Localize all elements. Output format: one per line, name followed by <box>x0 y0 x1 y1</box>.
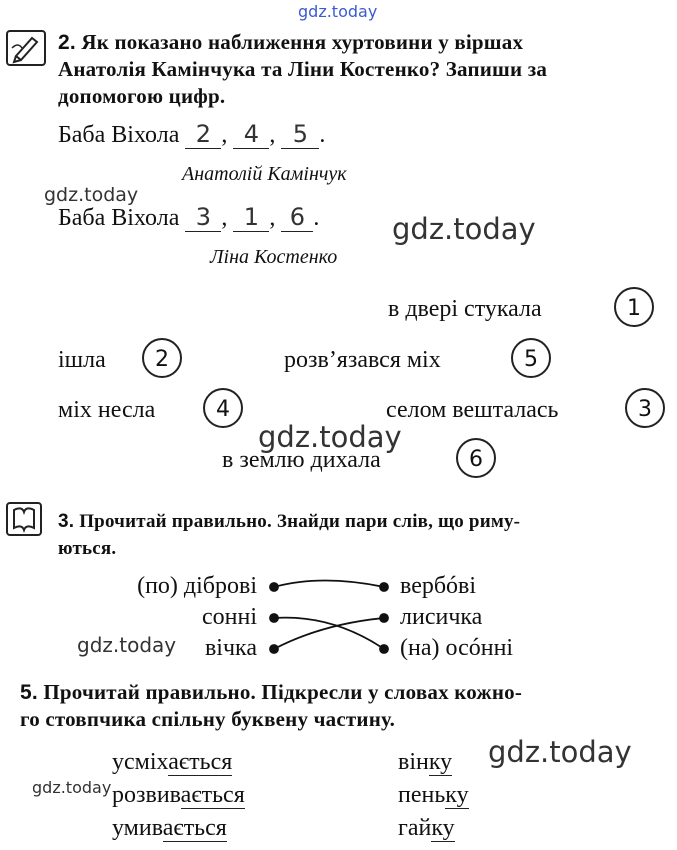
word-col2 <box>398 781 469 809</box>
word-col1 <box>112 781 245 809</box>
item-text: селом вешталась <box>386 397 559 423</box>
answer-field[interactable]: 5 <box>281 120 319 149</box>
answer-field[interactable]: 1 <box>233 203 269 232</box>
watermark: gdz.today <box>32 778 112 797</box>
item-text: ішла <box>58 347 106 373</box>
right-word: лисичка <box>400 604 483 630</box>
word-col1 <box>112 814 227 842</box>
task2-row1: Баба Віхола 2 , 4 , 5 . <box>58 120 326 148</box>
item-text: в двері стукала <box>388 296 542 322</box>
watermark: gdz.today <box>298 2 378 21</box>
answer-field[interactable]: 2 <box>185 120 221 149</box>
word-part: умив <box>112 815 163 841</box>
item-text: в землю дихала <box>222 447 381 473</box>
item-number-circle: 2 <box>142 338 182 378</box>
task2-title-line1: Як показано наближення хуртовини у віршах <box>81 30 524 54</box>
word-col1 <box>112 748 232 776</box>
word-part: він <box>398 749 429 775</box>
watermark: gdz.today <box>44 184 139 206</box>
task2-number: 2. <box>58 31 76 54</box>
word-part: усміх <box>112 749 169 775</box>
task5-title-line1: Прочитай правильно. Підкресли у словах кожно- <box>43 680 523 704</box>
task3-number: 3. <box>58 511 75 532</box>
item-number-circle: 3 <box>625 388 665 428</box>
task3-title-line1: Прочитай правильно. Знайди пари слів, що риму- <box>79 511 521 532</box>
book-icon <box>6 502 42 536</box>
answer-field[interactable]: 6 <box>281 203 313 232</box>
watermark: gdz.today <box>392 212 536 246</box>
author1: Анатолій Камінчук <box>182 163 347 185</box>
matching-lines <box>262 570 402 670</box>
word-part: пень <box>398 782 446 808</box>
word-part: розвив <box>112 782 181 808</box>
item-number-circle: 6 <box>456 438 496 478</box>
task2-row2: Баба Віхола 3 , 1 , 6 . <box>58 203 320 231</box>
left-word: вічка <box>204 635 257 661</box>
task5-title <box>20 679 670 733</box>
right-word: (на) осóнні <box>400 635 514 661</box>
author2: Ліна Костенко <box>210 246 338 268</box>
item-number-circle: 5 <box>511 338 551 378</box>
underlined-part: ку <box>428 749 453 775</box>
underlined-part: ку <box>431 815 455 841</box>
watermark: gdz.today <box>258 420 402 454</box>
task2-title-line2: Анатолія Камінчука та Ліни Костенко? Запиши за <box>58 57 548 81</box>
word-part: гай <box>398 815 432 841</box>
task2-title <box>58 29 668 110</box>
item-text: розв’язався міх <box>284 347 441 373</box>
task5-number: 5. <box>20 681 38 704</box>
underlined-part: ку <box>445 782 469 808</box>
task3-title-line2: ються. <box>58 538 117 559</box>
underlined-part: ається <box>168 749 233 775</box>
task2-title-line3: допомогою цифр. <box>58 84 226 108</box>
item-text: міх несла <box>58 397 156 423</box>
task3-title <box>58 508 668 562</box>
pencil-icon <box>6 30 46 66</box>
row1-label: Баба Віхола <box>58 122 180 148</box>
word-col2 <box>398 748 452 776</box>
watermark: gdz.today <box>77 633 177 657</box>
watermark: gdz.today <box>488 735 632 769</box>
item-number-circle: 1 <box>614 287 654 327</box>
underlined-part: ається <box>162 815 227 841</box>
underlined-part: ається <box>180 782 245 808</box>
row2-label: Баба Віхола <box>58 205 180 231</box>
left-word: (по) діброві <box>137 573 257 599</box>
answer-field[interactable]: 4 <box>233 120 269 149</box>
left-word: сонні <box>201 604 257 630</box>
item-number-circle: 4 <box>203 388 243 428</box>
answer-field[interactable]: 3 <box>185 203 221 232</box>
task5-title-line2: го стовпчика спільну буквену частину. <box>20 707 396 731</box>
word-col2 <box>398 814 455 842</box>
right-word: вербóві <box>400 573 477 599</box>
